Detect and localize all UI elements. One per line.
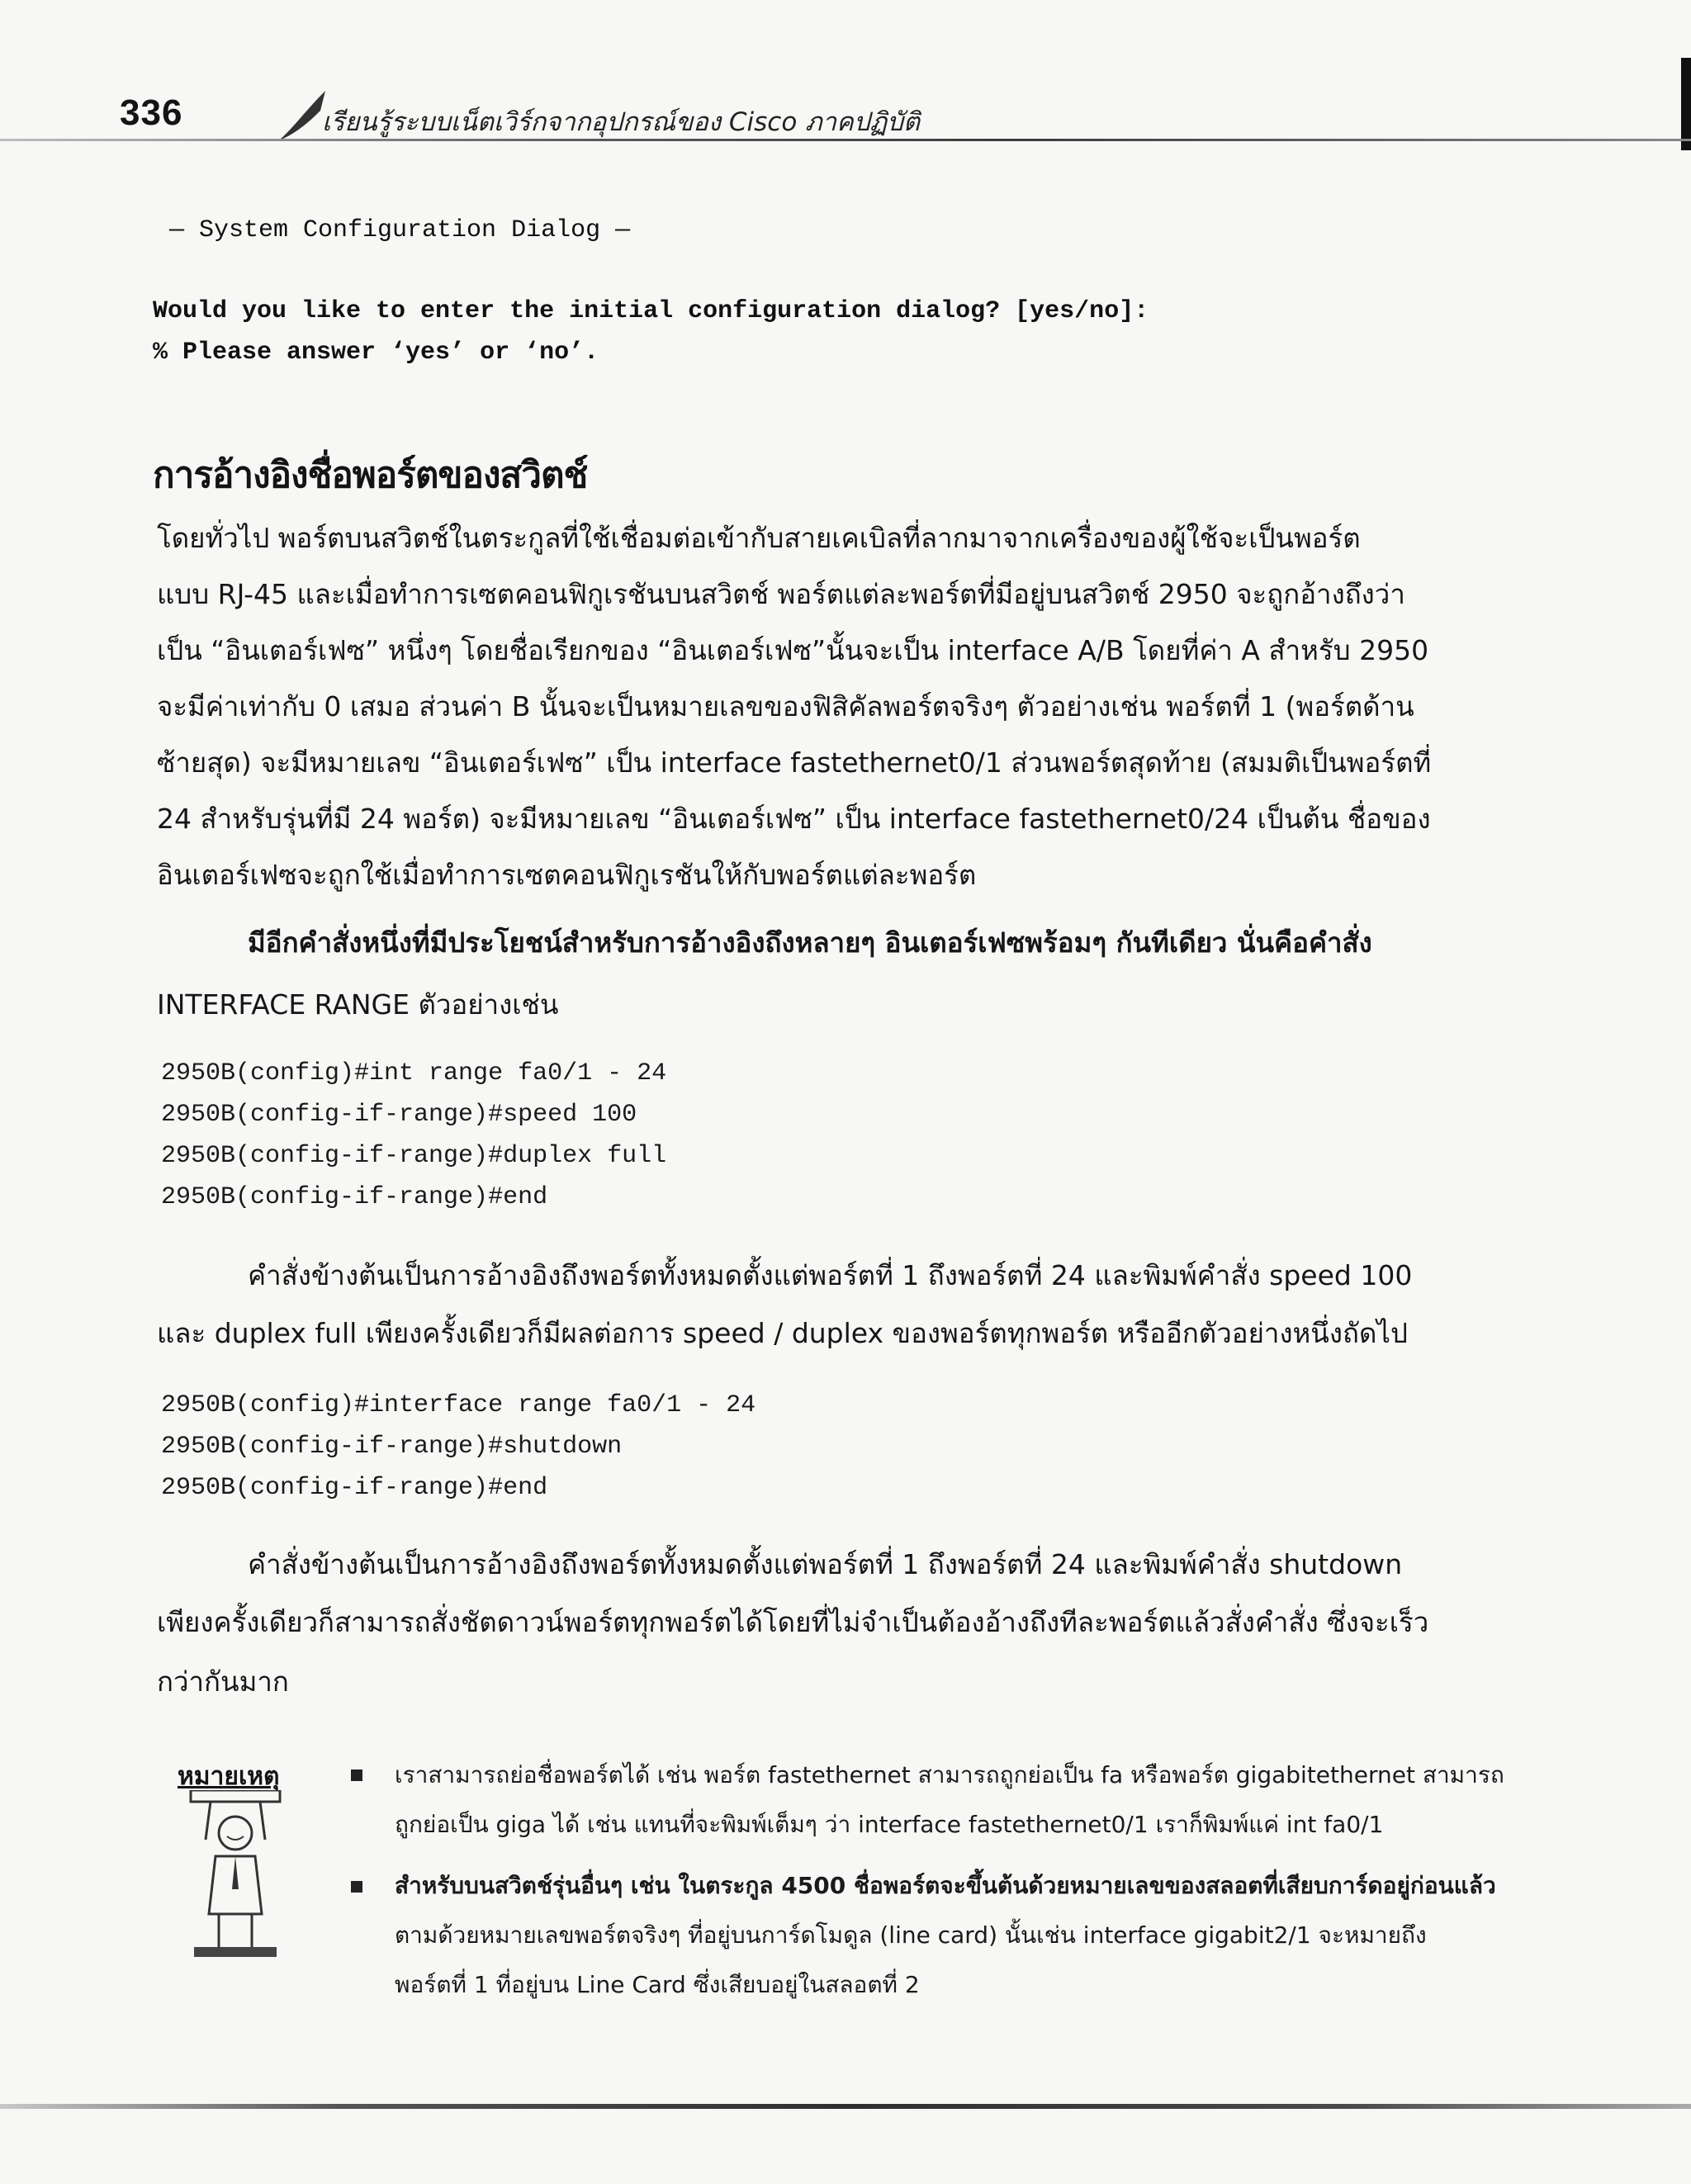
para4-line: เพียงครั้งเดียวก็สามารถสั่งชัตดาวน์พอร์ตทุกพอร์ตได้โดยที่ไม่จำเป็นต้องอ้างถึงทีละพอร์ตแล้วสั่งคำสั่ง ซึ่งจะเร็ว — [157, 1606, 1429, 1638]
code-line: 2950B(config)#interface range fa0/1 - 24 — [161, 1391, 756, 1419]
code-line: 2950B(config-if-range)#end — [161, 1474, 548, 1502]
terminal-line-2: Would you like to enter the initial configuration dialog? [yes/no]: — [153, 297, 1149, 325]
note-label: หมายเหตุ — [178, 1762, 280, 1791]
para1-line: อินเตอร์เฟซจะถูกใช้เมื่อทำการเซตคอนฟิกูเรชันให้กับพอร์ตแต่ละพอร์ต — [157, 859, 977, 891]
para1-line: แบบ RJ-45 และเมื่อทำการเซตคอนฟิกูเรชันบนสวิตช์ พอร์ตแต่ละพอร์ตที่มีอยู่บนสวิตช์ 2950 จะถูกอ้างถึงว่า — [157, 578, 1405, 610]
code-line: 2950B(config)#int range fa0/1 - 24 — [161, 1059, 667, 1087]
page-number: 336 — [120, 92, 183, 133]
running-title: เรียนรู้ระบบเน็ตเวิร์กจากอุปกรณ์ของ Cisco ภาคปฏิบัติ — [322, 107, 921, 137]
para1-line: จะมีค่าเท่ากับ 0 เสมอ ส่วนค่า B นั้นจะเป็นหมายเลขของฟิสิคัลพอร์ตจริงๆ ตัวอย่างเช่น พอร์ตที่ 1 (พอร์ตด้าน — [157, 690, 1414, 722]
code-line: 2950B(config-if-range)#shutdown — [161, 1433, 623, 1461]
bullet-icon — [351, 1881, 362, 1893]
terminal-line-3: % Please answer ‘yes’ or ‘no’. — [153, 339, 599, 367]
para4-line: กว่ากันมาก — [157, 1665, 289, 1698]
code-line: 2950B(config-if-range)#end — [161, 1183, 548, 1211]
para1-line: 24 สำหรับรุ่นที่มี 24 พอร์ต) จะมีหมายเลข “อินเตอร์เฟซ” เป็น interface fastethernet0/24 เป็นต้น ชื่อของ — [157, 803, 1431, 835]
note-bullet2-line: พอร์ตที่ 1 ที่อยู่บน Line Card ซึ่งเสียบอยู่ในสลอตที่ 2 — [395, 1971, 920, 1998]
para1-line: ซ้ายสุด) จะมีหมายเลข “อินเตอร์เฟซ” เป็น interface fastethernet0/1 ส่วนพอร์ตสุดท้าย (สมมติเป็นพอร์ตที่ — [157, 746, 1432, 779]
para4-line: คำสั่งข้างต้นเป็นการอ้างอิงถึงพอร์ตทั้งหมดตั้งแต่พอร์ตที่ 1 ถึงพอร์ตที่ 24 และพิมพ์คำสั่ง shutdown — [248, 1548, 1403, 1580]
para3-line: คำสั่งข้างต้นเป็นการอ้างอิงถึงพอร์ตทั้งหมดตั้งแต่พอร์ตที่ 1 ถึงพอร์ตที่ 24 และพิมพ์คำสั่ง speed 100 — [248, 1259, 1413, 1291]
edge-mark — [1681, 58, 1691, 150]
footer-rule — [0, 2104, 1691, 2109]
bullet-icon — [351, 1769, 362, 1781]
cartoon-man-icon — [186, 1790, 285, 1964]
section-heading: การอ้างอิงชื่อพอร์ตของสวิตช์ — [153, 454, 588, 496]
note-bullet2-line: ตามด้วยหมายเลขพอร์ตจริงๆ ที่อยู่บนการ์ดโมดูล (line card) นั้นเช่น interface gigabit2/1 จะหมายถึง — [395, 1921, 1427, 1949]
code-line: 2950B(config-if-range)#speed 100 — [161, 1101, 637, 1129]
para1-line: โดยทั่วไป พอร์ตบนสวิตช์ในตระกูลที่ใช้เชื่อมต่อเข้ากับสายเคเบิลที่ลากมาจากเครื่องของผู้ใช้จะเป็นพอร์ต — [157, 522, 1361, 554]
terminal-line-1: — System Configuration Dialog — — [169, 216, 631, 244]
note-bullet1-line: ถูกย่อเป็น giga ได้ เช่น แทนที่จะพิมพ์เต็มๆ ว่า interface fastethernet0/1 เราก็พิมพ์แค่ int fa0/1 — [395, 1811, 1384, 1838]
note-bullet2-line: สำหรับบนสวิตช์รุ่นอื่นๆ เช่น ในตระกูล 4500 ชื่อพอร์ตจะขึ้นต้นด้วยหมายเลขของสลอตที่เสียบการ์ดอยู่ก่อนแล้ว — [395, 1872, 1496, 1899]
para2-line: มีอีกคำสั่งหนึ่งที่มีประโยชน์สำหรับการอ้างอิงถึงหลายๆ อินเตอร์เฟซพร้อมๆ กันทีเดียว นั่นคือคำสั่ง — [248, 926, 1372, 959]
code-line: 2950B(config-if-range)#duplex full — [161, 1142, 667, 1170]
para1-line: เป็น “อินเตอร์เฟซ” หนึ่งๆ โดยชื่อเรียกของ “อินเตอร์เฟซ”นั้นจะเป็น interface A/B โดยที่ค่า A สำหรับ 2950 — [157, 634, 1429, 666]
note-bullet1-line: เราสามารถย่อชื่อพอร์ตได้ เช่น พอร์ต fastethernet สามารถถูกย่อเป็น fa หรือพอร์ต gigabitethernet สามารถ — [395, 1761, 1504, 1788]
header-rule — [0, 139, 1691, 141]
para2-line: INTERFACE RANGE ตัวอย่างเช่น — [157, 988, 559, 1021]
para3-line: และ duplex full เพียงครั้งเดียวก็มีผลต่อการ speed / duplex ของพอร์ตทุกพอร์ต หรืออีกตัวอย่างหนึ่งถัดไป — [157, 1317, 1408, 1349]
